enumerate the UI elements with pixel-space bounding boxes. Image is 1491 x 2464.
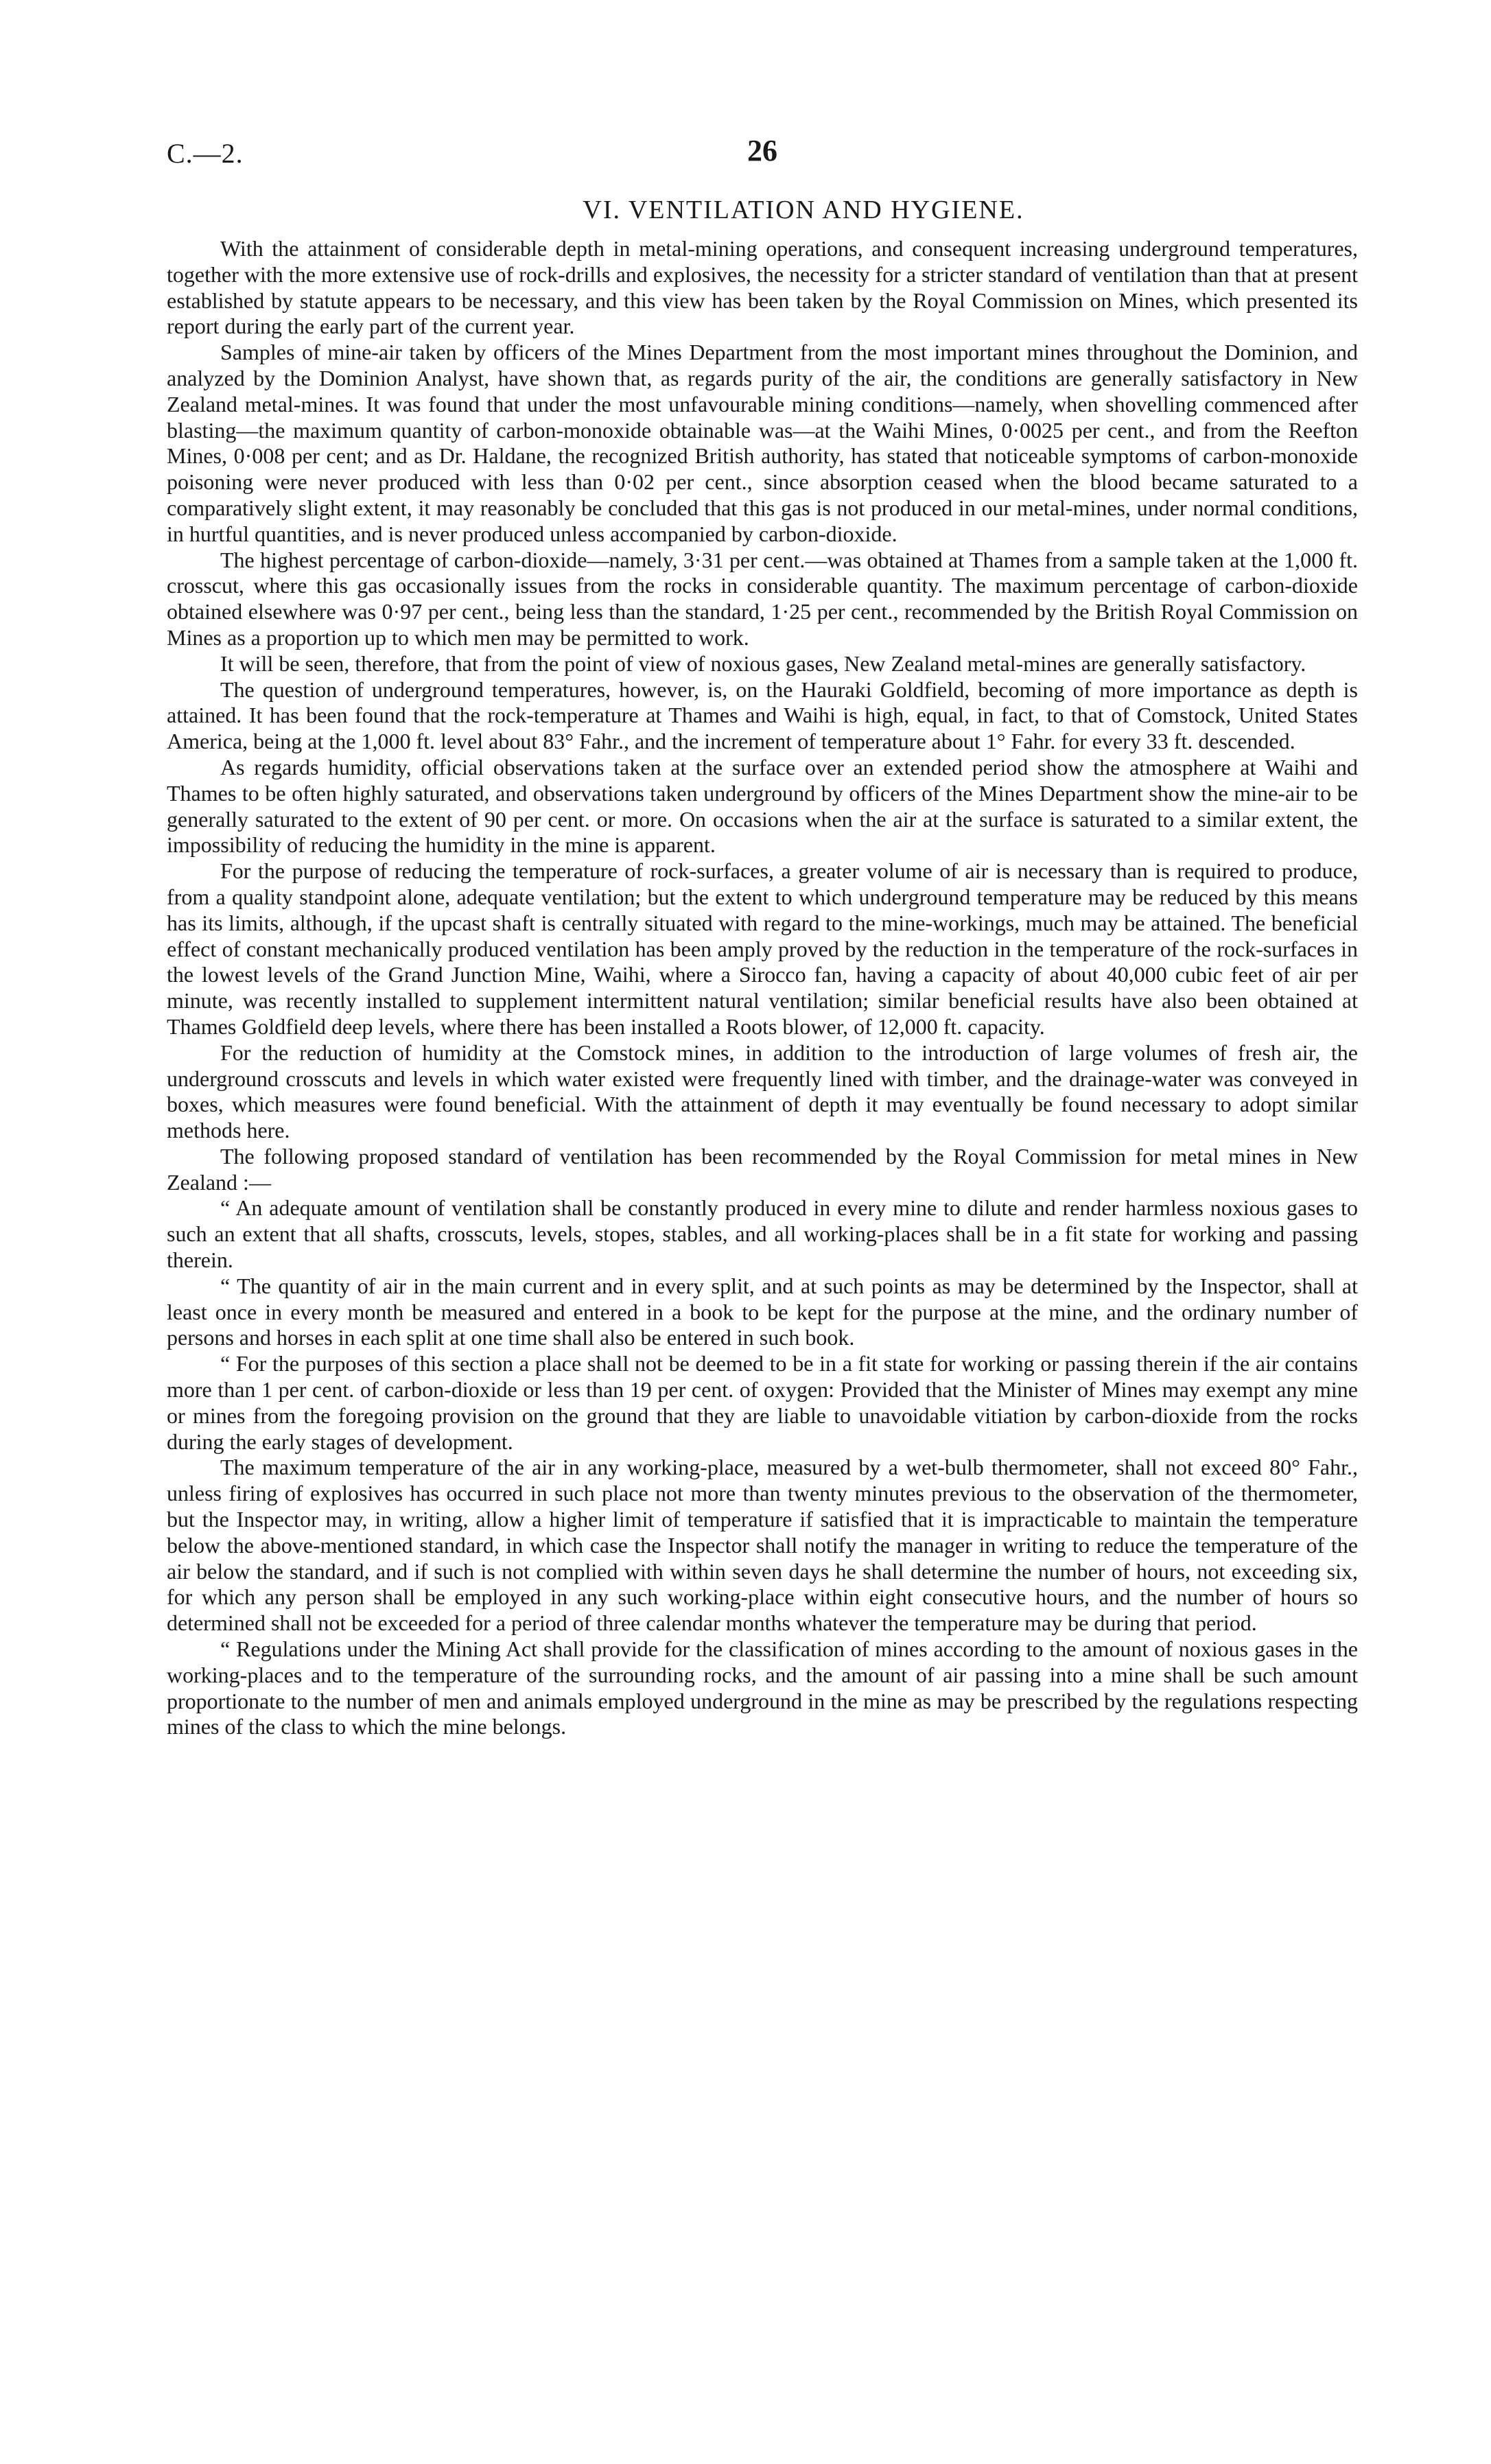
quote-regulations: “ Regulations under the Mining Act shall provide for the classification of mines according to the amount of noxious gases in the working-places and to the temperature of the surrounding rocks, and the amount of air passing into a mine shall be such amount proportionate to the number of men and animals employed underground in the mine as may be prescribed by the regulations respecting mines of the class to which the mine belongs. [167,1636,1358,1739]
section-title: VI. VENTILATION AND HYGIENE. [583,196,1024,224]
page-header [167,124,1358,178]
page-number: 26 [747,134,777,167]
quote-fit-state: “ For the purposes of this section a place shall not be deemed to be in a fit state for working or passing therein if the air contains more than 1 per cent. of carbon-dioxide or less than 19 per cent. of oxygen: Provided that the Minister of Mines may exempt any mine or mines from the foregoing provision on the ground that they are liable to unavoidable vitiation by carbon-dioxide from the rocks during the early stages of development. [167,1351,1358,1454]
document-reference: C.—2. [167,138,244,169]
paragraph-comstock-humidity: For the reduction of humidity at the Comstock mines, in addition to the introduction of large volumes of fresh air, the underground crosscuts and levels in which water existed were frequently lined with timber, and the drainage-water was conveyed in boxes, which measures were found beneficial. With the attainment of depth it may eventually be found necessary to adopt similar methods here. [167,1040,1358,1143]
paragraph-carbon-dioxide: The highest percentage of carbon-dioxide—namely, 3·31 per cent.—was obtained at Thames from a sample taken at the 1,000 ft. crosscut, where this gas occasionally issues from the rocks in considerable quantity. The maximum percentage of carbon-dioxide obtained elsewhere was 0·97 per cent., being less than the standard, 1·25 per cent., recommended by the British Royal Commission on Mines as a proportion up to which men may be permitted to work. [167,547,1358,650]
paragraph-mine-air-samples: Samples of mine-air taken by officers of the Mines Department from the most important mines throughout the Dominion, and analyzed by the Dominion Analyst, have shown that, as regards purity of the air, the conditions are generally satisfactory in New Zealand metal-mines. It was found that under the most unfavourable mining conditions—namely, when shovelling commenced after blasting—the maximum quantity of carbon-monoxide obtainable was—at the Waihi Mines, 0·0025 per cent., and from the Reefton Mines, 0·008 per cent; and as Dr. Haldane, the recognized British authority, has stated that noticeable symptoms of carbon-monoxide poisoning were never produced with less than 0·02 per cent., since absorption ceased when the blood became saturated to a comparatively slight extent, it may reasonably be concluded that this gas is not produced in our metal-mines, under normal conditions, in hurtful quantities, and is never produced unless accompanied by carbon-dioxide. [167,340,1358,546]
document-page [167,124,1358,1740]
paragraph-attainment-of-depth: With the attainment of considerable depth in metal-mining operations, and consequent increasing underground temperatures, together with the more extensive use of rock-drills and explosives, the necessity for a stricter standard of ventilation than that at present established by statute appears to be necessary, and this view has been taken by the Royal Commission on Mines, which presented its report during the early part of the current year. [167,236,1358,339]
paragraph-humidity: As regards humidity, official observations taken at the surface over an extended period show the atmosphere at Waihi and Thames to be often highly saturated, and observations taken underground by officers of the Mines Department show the mine-air to be generally saturated to the extent of 90 per cent. or more. On occasions when the air at the surface is saturated to a similar extent, the impossibility of reducing the humidity in the mine is apparent. [167,754,1358,858]
paragraph-noxious-gases: It will be seen, therefore, that from the point of view of noxious gases, New Zealand metal-mines are generally satisfactory. [220,650,1306,676]
body-text [167,236,1358,1740]
paragraph-maximum-temperature: The maximum temperature of the air in any working-place, measured by a wet-bulb thermometer, shall not exceed 80° Fahr., unless firing of explosives has occurred in such place not more than twenty minutes previous to the observation of the thermometer, but the Inspector may, in writing, allow a higher limit of temperature if satisfied that it is impracticable to maintain the temperature below the above-mentioned standard, in which case the Inspector shall notify the manager in writing to reduce the temperature of the air below the standard, and if such is not complied with within seven days he shall determine the number of hours, not exceeding six, for which any person shall be employed in any such working-place within eight consecutive hours, and the number of hours so determined shall not be exceeded for a period of three calendar months whatever the temperature may be during that period. [167,1455,1358,1636]
quote-adequate-ventilation: “ An adequate amount of ventilation shall be constantly produced in every mine to dilute and render harmless noxious gases to such an extent that all shafts, crosscuts, levels, stopes, stables, and all working-places shall be in a fit state for working and passing therein. [167,1195,1358,1273]
paragraph-proposed-standard: The following proposed standard of ventilation has been recommended by the Royal Commission for metal mines in New Zealand :— [167,1143,1358,1195]
paragraph-rock-surface-temperature: For the purpose of reducing the temperature of rock-surfaces, a greater volume of air is necessary than is required to produce, from a quality standpoint alone, adequate ventilation; but the extent to which underground temperature may be reduced by this means has its limits, although, if the upcast shaft is centrally situated with regard to the mine-workings, much may be attained. The beneficial effect of constant mechanically produced ventilation has been amply proved by the reduction in the temperature of the rock-surfaces in the lowest levels of the Grand Junction Mine, Waihi, where a Sirocco fan, having a capacity of about 40,000 cubic feet of air per minute, was recently installed to supplement intermittent natural ventilation; similar beneficial results have also been obtained at Thames Goldfield deep levels, where there has been installed a Roots blower, of 12,000 ft. capacity. [167,858,1358,1039]
paragraph-underground-temperatures: The question of underground temperatures, however, is, on the Hauraki Goldfield, becoming of more importance as depth is attained. It has been found that the rock-temperature at Thames and Waihi is high, equal, in fact, to that of Comstock, United States America, being at the 1,000 ft. level about 83° Fahr., and the increment of temperature about 1° Fahr. for every 33 ft. descended. [167,677,1358,754]
quote-air-quantity: “ The quantity of air in the main current and in every split, and at such points as may be determined by the Inspector, shall at least once in every month be measured and entered in a book to be kept for the purpose at the mine, and the ordinary number of persons and horses in each split at one time shall also be entered in such book. [167,1273,1358,1350]
